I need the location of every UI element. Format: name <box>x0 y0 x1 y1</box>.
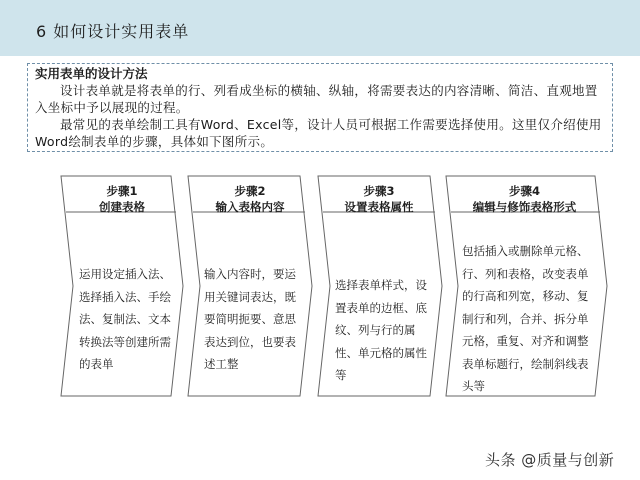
step-4-number: 步骤4 <box>508 184 540 198</box>
step-1-name: 创建表格 <box>99 200 145 214</box>
step-4-title <box>452 183 597 215</box>
intro-title: 实用表单的设计方法 <box>35 66 148 81</box>
step-3-title <box>323 183 435 215</box>
step-2-description: 输入内容时，要运用关键词表达，既要简明扼要、意思表达到位，也要表述工整 <box>204 267 296 371</box>
step-4-name: 编辑与修饰表格形式 <box>472 200 577 214</box>
intro-paragraph-2: 最常见的表单绘制工具有Word、Excel等，设计人员可根据工作需要选择使用。这里仅介绍使用Word绘制表单的步骤，具体如下图所示。 <box>35 117 602 149</box>
step-2-number: 步骤2 <box>234 184 266 198</box>
step-3-number: 步骤3 <box>363 184 395 198</box>
step-1-description: 运用设定插入法、选择插入法、手绘法、复制法、文本转换法等创建所需的表单 <box>79 267 171 371</box>
page-title: 6 如何设计实用表单 <box>36 22 190 41</box>
step-1-title <box>66 183 178 215</box>
step-3-description: 选择表单样式，设置表单的边框、底纹、列与行的属性、单元格的属性等 <box>335 278 427 382</box>
step-2-name: 输入表格内容 <box>215 200 285 214</box>
step-3-name: 设置表格属性 <box>344 200 414 214</box>
intro-paragraph-1: 设计表单就是将表单的行、列看成坐标的横轴、纵轴，将需要表达的内容清晰、简洁、直观地置入坐标中予以展现的过程。 <box>35 83 598 115</box>
step-2-title <box>194 183 306 215</box>
step-1-number: 步骤1 <box>106 184 138 198</box>
step-4-description: 包括插入或删除单元格、行、列和表格，改变表单的行高和列宽，移动、复制行和列，合并、拆分单元格，重复、对齐和调整表单标题行，绘制斜线表头等 <box>462 244 589 393</box>
watermark-text: 头条 @质量与创新 <box>485 451 615 469</box>
